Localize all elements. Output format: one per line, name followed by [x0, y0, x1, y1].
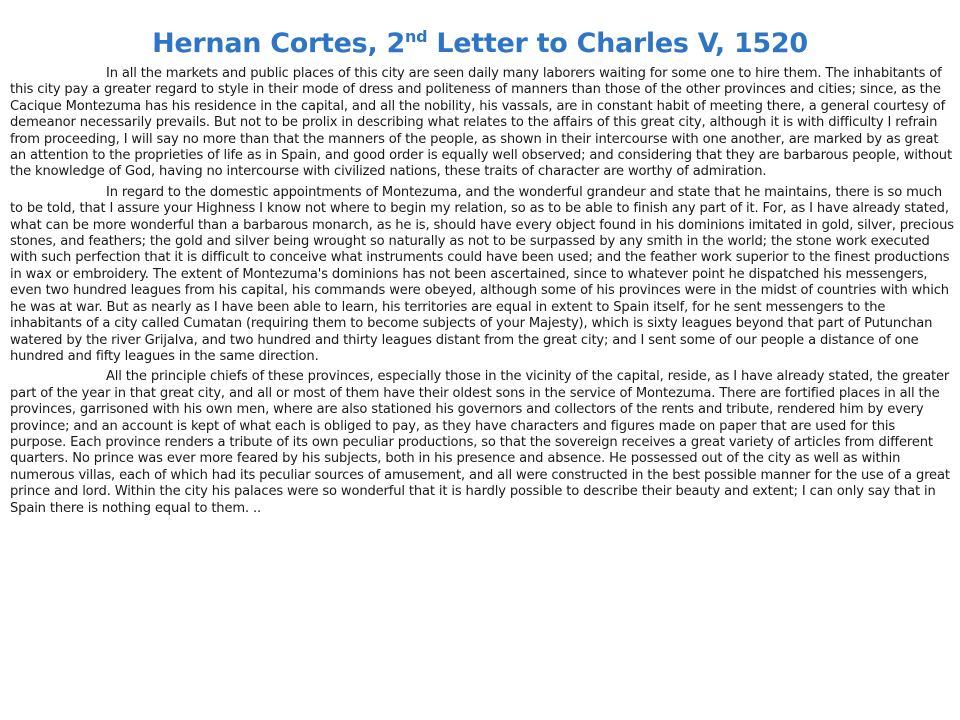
slide-title	[0, 28, 960, 59]
title-rest: Letter to Charles V, 1520	[427, 28, 808, 60]
paragraph-3: All the principle chiefs of these provinces, especially those in the vicinity of the capital, reside, as I have already stated, the greater part of the year in that great city, and all or most of them have their oldest sons in the service of Montezuma. There are fortified places in all the provinces, garrisoned with his own men, where are also stationed his governors and collectors of the rents and tribute, rendered him by every province; and an account is kept of what each is obliged to pay, as they have characters and figures made on paper that are used for this purpose. Each province renders a tribute of its own peculiar productions, so that the sovereign receives a great variety of articles from different quarters. No prince was ever more feared by his subjects, both in his presence and absence. He possessed out of the city as well as within numerous villas, each of which had its peculiar sources of amusement, and all were constructed in the best possible manner for the use of a great prince and lord. Within the city his palaces were so wonderful that it is hardly possible to describe their beauty and extent; I can only say that in Spain there is nothing equal to them. ..	[10, 369, 950, 516]
title-superscript: nd	[405, 27, 428, 47]
title-main: Hernan Cortes, 2	[152, 28, 405, 60]
paragraph-2: In regard to the domestic appointments of Montezuma, and the wonderful grandeur and state that he maintains, there is so much to be told, that I assure your Highness I know not where to begin my relation, so as to be able to finish any part of it. For, as I have already stated, what can be more wonderful than a barbarous monarch, as he is, should have every object found in his dominions imitated in gold, silver, precious stones, and feathers; the gold and silver being wrought so naturally as not to be surpassed by any smith in the world; the stone work executed with such perfection that it is difficult to conceive what instruments could have been used; and the feather work superior to the finest productions in wax or embroidery. The extent of Montezuma's dominions has not been ascertained, since to whatever point he dispatched his messengers, even two hundred leagues from his capital, his commands were obeyed, although some of his provinces were in the midst of countries with which he was at war. But as nearly as I have been able to learn, his territories are equal in extent to Spain itself, for he sent messengers to the inhabitants of a city called Cumatan (requiring them to become subjects of your Majesty), which is sixty leagues beyond that part of Putunchan watered by the river Grijalva, and two hundred and thirty leagues distant from the great city; and I sent some of our people a distance of one hundred and fifty leagues in the same direction.	[10, 184, 954, 364]
paragraph-1: In all the markets and public places of this city are seen daily many laborers waiting for some one to hire them. The inhabitants of this city pay a greater regard to style in their mode of dress and politeness of manners than those of the other provinces and cities; since, as the Cacique Montezuma has his residence in the capital, and all the nobility, his vassals, are in constant habit of meeting there, a general courtesy of demeanor necessarily prevails. But not to be prolix in describing what relates to the affairs of this great city, although it is with difficulty I refrain from proceeding, I will say no more than that the manners of the people, as shown in their intercourse with one another, are marked by as great an attention to the proprieties of life as in Spain, and good order is equally well observed; and considering that they are barbarous people, without the knowledge of God, having no intercourse with civilized nations, these traits of character are worthy of admiration.	[10, 66, 952, 180]
letter-body	[10, 66, 954, 521]
